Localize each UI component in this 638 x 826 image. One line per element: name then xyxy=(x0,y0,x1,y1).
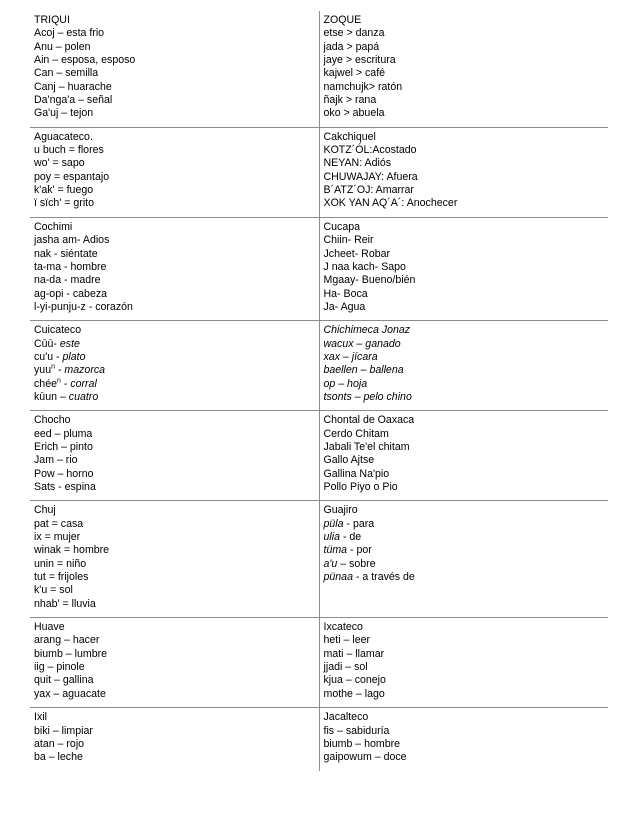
vocabulary-entry: Da'nga'a – señal xyxy=(34,94,113,107)
vocabulary-entry xyxy=(324,544,607,557)
vocabulary-entry: quit – gallina xyxy=(34,674,94,687)
vocabulary-entry: gaipowum – doce xyxy=(323,751,407,764)
language-cell-left xyxy=(30,618,319,708)
vocabulary-entry xyxy=(324,571,607,584)
entry-italic-text: cuatro xyxy=(68,390,99,403)
entry-text: - de xyxy=(340,531,362,544)
vocabulary-entry: heti – leer xyxy=(323,634,371,647)
language-name xyxy=(34,324,317,337)
vocabulary-entry xyxy=(324,518,607,531)
vocabulary-entry: namchujk> ratón xyxy=(323,80,403,93)
superscript: n xyxy=(51,363,55,371)
vocabulary-entry xyxy=(34,364,317,377)
vocabulary-entry: atan – rojo xyxy=(34,737,85,750)
table-row xyxy=(30,708,608,771)
vocabulary-entry: jasha am- Adios xyxy=(34,234,110,247)
entry-italic-text: wacux – ganado xyxy=(323,337,401,350)
vocabulary-entry: yax – aguacate xyxy=(34,687,106,700)
vocabulary-entry: Jam – rio xyxy=(34,454,78,467)
entry-text: - a través de xyxy=(352,571,415,584)
vocabulary-entry: NEYAN: Adiós xyxy=(323,157,392,170)
table-row xyxy=(30,11,608,127)
entry-text: yuu xyxy=(34,364,52,377)
vocabulary-entry: wo' = sapo xyxy=(34,157,85,170)
language-cell-right xyxy=(319,321,608,411)
vocabulary-entry: ï sïch' = grito xyxy=(34,197,95,210)
vocabulary-entry: Cerdo Chitam xyxy=(323,427,389,440)
language-name: Cochimi xyxy=(34,220,73,233)
vocabulary-entry xyxy=(324,558,607,571)
language-cell-right xyxy=(319,708,608,771)
vocabulary-entry: KOTZ´ÓL:Acostado xyxy=(323,144,417,157)
entry-italic-text: pünaa xyxy=(323,571,353,584)
vocabulary-entry: l-yi-punju-z - corazón xyxy=(34,300,133,313)
vocabulary-entry: Ha- Boca xyxy=(323,287,368,300)
language-cell-left xyxy=(30,127,319,217)
language-name: Jacalteco xyxy=(323,711,369,724)
vocabulary-entry: biumb – lumbre xyxy=(34,647,108,660)
vocabulary-entry: Can – semilla xyxy=(34,67,99,80)
entry-italic-text: Chichimeca Jonaz xyxy=(323,324,411,337)
language-cell-right xyxy=(319,501,608,618)
language-name: Ixcateco xyxy=(323,621,363,634)
entry-text: - para xyxy=(343,517,375,530)
vocabulary-entry: J naa kach- Sapo xyxy=(323,260,406,273)
language-name: TRIQUI xyxy=(34,14,70,26)
language-name: Cakchiquel xyxy=(323,130,376,143)
vocabulary-entry xyxy=(324,351,607,364)
vocabulary-entry xyxy=(34,338,317,351)
language-name xyxy=(324,504,607,517)
vocabulary-entry: Pollo Piyo o Pio xyxy=(323,481,398,493)
entry-italic-text: mazorca xyxy=(64,364,106,377)
vocabulary-entry: kjua – conejo xyxy=(323,674,386,687)
language-cell-right xyxy=(319,618,608,708)
language-cell-right xyxy=(319,11,608,127)
vocabulary-entry: Sats - espina xyxy=(34,481,96,493)
vocabulary-entry: eed – pluma xyxy=(34,427,93,440)
language-cell-left xyxy=(30,321,319,411)
table-row xyxy=(30,411,608,501)
entry-italic-text: op – hoja xyxy=(323,377,368,390)
superscript: n xyxy=(56,377,61,385)
entry-italic-text: baellen – ballena xyxy=(323,364,404,377)
vocabulary-entry: jjadi – sol xyxy=(323,661,368,674)
vocabulary-entry: biumb – hombre xyxy=(323,737,401,750)
vocabulary-entry: na-da - madre xyxy=(34,274,101,287)
vocabulary-entry: Ga'uj – tejon xyxy=(34,107,94,120)
vocabulary-entry xyxy=(324,378,607,391)
entry-text: - por xyxy=(347,544,372,557)
vocabulary-entry: Mgaay- Bueno/bién xyxy=(323,274,416,287)
entry-text: - xyxy=(60,377,71,390)
vocabulary-entry: ag-opi - cabeza xyxy=(34,287,108,300)
vocabulary-entry xyxy=(34,378,317,391)
vocabulary-entry: k'ak' = fuego xyxy=(34,184,94,197)
vocabulary-entry: unin = niño xyxy=(34,557,87,570)
vocabulary-entry xyxy=(34,391,317,404)
entry-text: cu'u - xyxy=(34,350,63,363)
vocabulary-entry: Jabali Te'el chitam xyxy=(323,440,410,453)
vocabulary-entry: arang – hacer xyxy=(34,634,100,647)
entry-italic-text: corral xyxy=(70,377,97,390)
language-name: Aguacateco. xyxy=(34,130,93,143)
vocabulary-entry: Jcheet- Robar xyxy=(323,247,391,260)
table-row xyxy=(30,501,608,618)
entry-text: chée xyxy=(34,377,57,390)
language-cell-right xyxy=(319,217,608,320)
vocabulary-entry: biki – limpiar xyxy=(34,724,93,737)
vocabulary-entry: nak - siéntate xyxy=(34,247,98,260)
vocabulary-entry: CHUWAJAY: Afuera xyxy=(323,170,418,183)
entry-italic-text: este xyxy=(59,337,80,350)
entry-text: kūun – xyxy=(34,390,69,403)
vocabulary-entry xyxy=(324,391,607,404)
vocabulary-entry xyxy=(324,364,607,377)
vocabulary-entry: XOK YAN AQ´A´: Anochecer xyxy=(323,197,458,210)
entry-italic-text: a'u xyxy=(323,557,338,570)
entry-italic-text: xax – jícara xyxy=(323,350,378,363)
vocabulary-entry: Canj – huarache xyxy=(34,80,112,93)
vocabulary-entry: Anu – polen xyxy=(34,40,91,53)
vocabulary-entry: nhab' = lluvia xyxy=(34,597,96,610)
language-cell-right xyxy=(319,411,608,501)
vocabulary-entry: k'u = sol xyxy=(34,584,73,597)
vocabulary-entry: ba – leche xyxy=(34,751,83,764)
vocabulary-entry: fis – sabiduría xyxy=(323,724,390,737)
entry-text: Guajiro xyxy=(323,504,358,517)
vocabulary-entry: Gallo Ajtse xyxy=(323,454,375,467)
vocabulary-entry: Gallina Na'pio xyxy=(323,467,390,480)
entry-italic-text: tüma xyxy=(323,544,348,557)
vocabulary-entry: Erich – pinto xyxy=(34,440,93,453)
entry-text: – sobre xyxy=(337,557,376,570)
entry-italic-text: plato xyxy=(62,350,86,363)
language-cell-left xyxy=(30,708,319,771)
entry-italic-text: tsonts – pelo chino xyxy=(323,390,412,403)
vocabulary-entry: ix = mujer xyxy=(34,531,81,544)
vocabulary-entry xyxy=(324,338,607,351)
vocabulary-entry: etse > danza xyxy=(323,27,385,40)
vocabulary-entry: Acoj – esta frio xyxy=(34,27,105,40)
table-row xyxy=(30,321,608,411)
language-cell-right xyxy=(319,127,608,217)
vocabulary-entry: Ain – esposa, esposo xyxy=(34,54,136,67)
vocabulary-entry: jada > papá xyxy=(323,40,380,53)
vocabulary-entry xyxy=(324,531,607,544)
language-name: Ixil xyxy=(34,711,47,724)
vocabulary-entry: pat = casa xyxy=(34,517,84,530)
vocabulary-entry: iig – pinole xyxy=(34,661,85,674)
entry-text: - xyxy=(55,364,65,377)
vocabulary-entry: mati – llamar xyxy=(323,647,385,660)
vocabulary-entry: Ja- Agua xyxy=(323,300,366,313)
vocabulary-entry: B´ATZ´OJ: Amarrar xyxy=(323,184,414,197)
entry-text: Cuicateco xyxy=(34,324,82,337)
entry-text: Cūū- xyxy=(34,337,60,350)
vocabulary-entry: Chiin- Reir xyxy=(323,234,374,247)
language-name: Chontal de Oaxaca xyxy=(323,414,415,427)
language-name: Huave xyxy=(34,621,65,634)
table-row xyxy=(30,127,608,217)
language-name: Chuj xyxy=(34,504,56,517)
vocabulary-entry: ñajk > rana xyxy=(323,94,377,107)
entry-italic-text: ulia xyxy=(323,531,340,544)
language-name xyxy=(324,324,607,337)
vocabulary-entry: mothe – lago xyxy=(323,687,385,700)
vocabulary-table xyxy=(30,11,608,771)
language-name: Cucapa xyxy=(323,220,361,233)
vocabulary-entry: tut = frijoles xyxy=(34,571,89,584)
vocabulary-entry: oko > abuela xyxy=(323,107,385,120)
vocabulary-entry: poy = espantajo xyxy=(34,170,110,183)
language-cell-left xyxy=(30,411,319,501)
entry-italic-text: püla xyxy=(323,517,344,530)
table-row xyxy=(30,618,608,708)
vocabulary-entry: u buch = flores xyxy=(34,144,104,157)
language-name: Chocho xyxy=(34,414,71,427)
vocabulary-entry: Pow – horno xyxy=(34,467,94,480)
language-name: ZOQUE xyxy=(323,14,362,26)
table-row xyxy=(30,217,608,320)
vocabulary-entry xyxy=(34,351,317,364)
language-cell-left xyxy=(30,217,319,320)
vocabulary-entry: jaye > escritura xyxy=(323,54,396,67)
vocabulary-table-body xyxy=(30,11,608,771)
vocabulary-entry: winak = hombre xyxy=(34,544,110,557)
language-cell-left xyxy=(30,501,319,618)
language-cell-left xyxy=(30,11,319,127)
vocabulary-entry: ta-ma - hombre xyxy=(34,260,107,273)
vocabulary-entry: kajwel > café xyxy=(323,67,386,80)
